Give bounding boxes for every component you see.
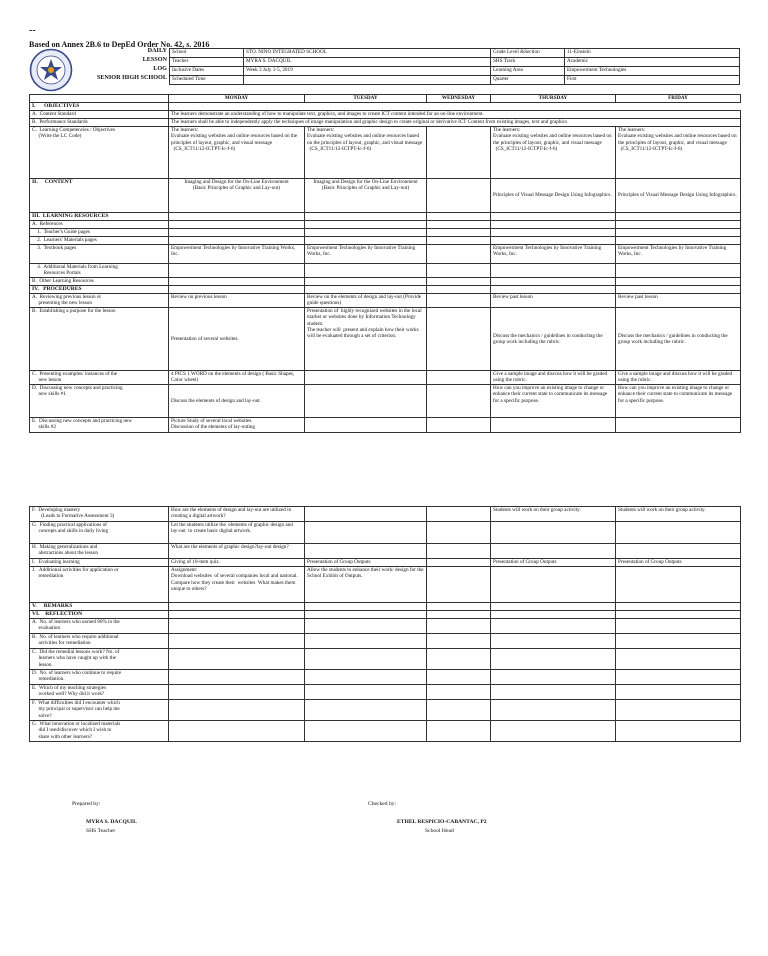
row-label: D. Discussing new concepts and practicing new skills #1 [30,385,169,418]
log-row [30,278,741,286]
cell-monday: The learners: Evaluate existing websites and online resources based on the principles of layout, graphic, and visual message (CS_ICT11/12-ICTPT-Ic-f-6) [169,127,305,179]
cell-friday [616,649,741,670]
cell-tuesday [305,371,427,385]
log-row [30,294,741,308]
cell-thursday: The learners: Evaluate existing websites and online resources based on the principles of layout, graphic, and visual message (CS_ICT11/12-ICTPT-Ic-f-6) [491,127,616,179]
row-label: I. Evaluating learning [30,559,169,567]
cell-thursday: Students will work on their group activity. [491,507,616,522]
header-label: SHS Track [491,58,565,67]
cell-tuesday [305,237,427,245]
cell-thursday: How can you improve an existing image to change or enhance their current state to communicate its message for a specific purpose. [491,385,616,418]
log-row [30,507,741,522]
row-label: B. Performance Standards [30,119,169,127]
cell-wednesday [427,611,491,619]
cell-tuesday [305,634,427,649]
cell-monday [169,649,305,670]
log-row [30,418,741,433]
cell-friday [616,237,741,245]
log-title-daily: DAILY [147,47,167,54]
cell-wednesday [427,634,491,649]
row-label: H. Making generalizations and abstractions about the lesson [30,544,169,559]
header-info-row [170,67,740,76]
cell-wednesday [427,179,491,213]
cell-friday [616,278,741,286]
log-row [30,619,741,634]
cell-monday [169,229,305,237]
cell-friday [616,544,741,559]
header-value: MYRA S. DACQUIL [244,58,491,67]
cell-tuesday [305,221,427,229]
day-header-row [30,95,741,103]
cell-monday [169,700,305,721]
cell-monday: Presentation of several websites. [169,308,305,371]
log-row [30,286,741,294]
lesson-log-table-part1 [29,94,741,433]
cell-friday: Empowerment Technologies by Innovative Training Works, Inc. [616,245,741,264]
day-header-blank [30,95,169,103]
cell-friday [616,229,741,237]
cell-monday [169,278,305,286]
header-value: Week 3 July 1-5, 2019 [244,67,491,76]
row-span-cell: The learners shall be able to independently apply the techniques of image manipulation and graphic design to create original or derivative ICT Content from existing images, text and graphics [169,119,741,127]
cell-thursday [491,611,616,619]
log-row [30,237,741,245]
row-label: E. Which of my teaching strategies worked well? Why did it work? [30,685,169,700]
cell-thursday [491,221,616,229]
cell-friday [616,221,741,229]
cell-monday [169,721,305,742]
cell-thursday [491,286,616,294]
cell-monday: Let the students utilize the elements of graphic design and lay-out to create basic digital artwork. [169,522,305,544]
cell-friday [616,522,741,544]
cell-friday: Discuss the mechanics / guidelines in conducting the group work including the rubric. [616,308,741,371]
log-row [30,649,741,670]
cell-friday [616,286,741,294]
checked-by-title: School Head [425,828,454,834]
cell-tuesday: Imaging and Design for the On-Line Environment (Basic Principles of Graphic and Lay-out) [305,179,427,213]
day-header-monday: MONDAY [169,95,305,103]
row-label: A. References [30,221,169,229]
cell-wednesday [427,418,491,433]
log-row [30,567,741,603]
log-title-lesson: LESSON [142,56,167,63]
cell-tuesday [305,278,427,286]
cell-thursday [491,229,616,237]
cell-tuesday [305,611,427,619]
cell-monday [169,264,305,278]
log-row [30,111,741,119]
row-label: 2. Learners' Materials pages [30,237,169,245]
cell-monday: How are the elements of design and lay-out are utilized in creating a digital artwork? [169,507,305,522]
cell-monday [169,634,305,649]
cell-wednesday [427,221,491,229]
cell-wednesday [427,619,491,634]
row-label: G. Finding practical applications of concepts and skills in daily living [30,522,169,544]
log-row [30,103,741,111]
cell-monday: Giving of 10-item quiz. [169,559,305,567]
log-row [30,264,741,278]
cell-thursday: Presentation of Group Outputs [491,559,616,567]
cell-friday [616,670,741,685]
header-value: STO. NINO INTEGRATED SCHOOL [244,49,491,58]
row-label: 4. Additional Materials from Learning Resources Portals [30,264,169,278]
cell-wednesday [427,264,491,278]
row-label: B. Establishing a purpose for the lesson [30,308,169,371]
cell-friday: The learners: Evaluate existing websites and online resources based on the principles of layout, graphic, and visual message (CS_ICT11/12-ICTPT-Ic-f-6) [616,127,741,179]
row-label: E. Discussing new concepts and practicing new skills #2 [30,418,169,433]
cell-friday [616,418,741,433]
school-level: SENIOR HIGH SCHOOL [96,74,167,81]
cell-friday: Review past lesson [616,294,741,308]
row-label: C. Did the remedial lessons work? No. of learners who have caught up with the lesson. [30,649,169,670]
cell-friday [616,567,741,603]
cell-monday [169,685,305,700]
row-label: F. What difficulties did I encounter which my principal or supervisor can help me solve? [30,700,169,721]
header-label: Quarter [491,76,565,85]
cell-thursday [491,213,616,221]
header-label: Teacher [170,58,244,67]
log-row [30,685,741,700]
cell-friday [616,700,741,721]
row-label: 3. Textbook pages [30,245,169,264]
header-value: Academic [565,58,740,67]
header-value: First [565,76,740,85]
cell-tuesday: The learners: Evaluate existing websites and online resources based on the principles of layout, graphic, and visual message (CS_ICT11/12-ICTPT-Ic-f-6) [305,127,427,179]
cell-thursday [491,700,616,721]
row-label: III. LEARNING RESOURCES [30,213,169,221]
cell-thursday: Discuss the mechanics / guidelines in conducting the group work including the rubric. [491,308,616,371]
log-row [30,245,741,264]
prepared-by-name: MYRA S. DACQUIL [86,819,137,825]
cell-thursday [491,670,616,685]
header-value: Empowerment Technologies [565,67,740,76]
cell-monday [169,286,305,294]
cell-tuesday [305,700,427,721]
cell-wednesday [427,603,491,611]
cell-tuesday: Empowerment Technologies by Innovative Training Works, Inc. [305,245,427,264]
cell-monday: Assignment: Download websites of several companies local and national. Compare how they create their websites What makes them unique to others? [169,567,305,603]
log-row [30,721,741,742]
cell-thursday [491,544,616,559]
cell-wednesday [427,522,491,544]
cell-tuesday [305,385,427,418]
cell-thursday [491,237,616,245]
row-label: A. Content Standard [30,111,169,119]
cell-tuesday [305,229,427,237]
cell-thursday: Give a sample image and discuss how it will be graded using the rubric. [491,371,616,385]
log-row [30,179,741,213]
log-row [30,611,741,619]
log-row [30,603,741,611]
log-row [30,221,741,229]
cell-monday: Discuss the elements of design and lay-out. [169,385,305,418]
cell-friday [616,685,741,700]
cell-thursday: Review past lesson [491,294,616,308]
cell-tuesday [305,721,427,742]
header-value [244,76,491,85]
cell-monday: What are the elements of graphic design?lay-out design? [169,544,305,559]
header-info-row [170,58,740,67]
log-row [30,522,741,544]
log-title-block [75,47,167,82]
cell-tuesday [305,649,427,670]
cell-wednesday [427,721,491,742]
prepared-by-label: Prepared by: [72,801,101,807]
cell-tuesday [305,418,427,433]
row-span-cell: The learners demonstrate an understanding of how to manipulate text, graphics, and images to create ICT content intended for an on-line environment. [169,111,741,119]
row-label: IV. PROCEDURES [30,286,169,294]
header-label: Scheduled Time [170,76,244,85]
cell-thursday [491,603,616,611]
row-label: D. No. of learners who continue to require remediation. [30,670,169,685]
cell-monday [169,619,305,634]
cell-monday [169,221,305,229]
deped-seal-logo [29,48,73,92]
row-label: J. Additional activities for application or remediation [30,567,169,603]
log-row [30,634,741,649]
row-label: 1. Teacher's Guide pages [30,229,169,237]
row-label: G. What innovation or localized materials did I used/discover which I wish to share with other learners? [30,721,169,742]
cell-friday [616,603,741,611]
cell-friday [616,619,741,634]
header-label: Inclusive Dates [170,67,244,76]
cell-tuesday [305,507,427,522]
cell-wednesday [427,308,491,371]
cell-wednesday [427,649,491,670]
day-header-wednesday: WEDNESDAY [427,95,491,103]
log-row [30,213,741,221]
log-row [30,371,741,385]
cell-wednesday [427,685,491,700]
cell-thursday [491,619,616,634]
cell-monday: Empowerment Technologies by Innovative Training Works, Inc. [169,245,305,264]
cell-friday [616,213,741,221]
corner-mark: -- [29,25,36,36]
cell-monday [169,213,305,221]
row-label: C. Presenting examples/ instances of the new lesson [30,371,169,385]
cell-friday: Give a sample image and discuss how it will be graded using the rubric. [616,371,741,385]
log-row [30,229,741,237]
cell-thursday [491,685,616,700]
cell-wednesday [427,371,491,385]
cell-wednesday [427,507,491,522]
prepared-by-title: SHS Teacher [86,828,116,834]
cell-wednesday [427,559,491,567]
cell-tuesday [305,685,427,700]
cell-tuesday [305,603,427,611]
row-label: II. CONTENT [30,179,169,213]
cell-monday: Picture Study of several local websites. Discussion of the elements of lay-outing [169,418,305,433]
cell-tuesday: Review on the elements of design and lay-out (Provide guide questions) [305,294,427,308]
cell-friday: How can you improve an existing image to change or enhance their current state to communicate its message for a specific purpose. [616,385,741,418]
cell-wednesday [427,286,491,294]
row-empty [169,103,741,111]
cell-monday [169,237,305,245]
header-label: Learning Area [491,67,565,76]
cell-wednesday [427,385,491,418]
cell-wednesday [427,670,491,685]
log-row [30,559,741,567]
header-info-table [169,48,740,85]
log-row [30,544,741,559]
cell-tuesday [305,670,427,685]
log-row [30,127,741,179]
cell-wednesday [427,127,491,179]
cell-tuesday [305,213,427,221]
checked-by-name: ETHEL RESPICIO-CABANTAC, P2 [397,819,487,825]
cell-wednesday [427,245,491,264]
cell-friday [616,721,741,742]
row-label: F. Developing mastery (Leads to Formative Assessment 3) [30,507,169,522]
row-label: C. Learning Competencies / Objectives (Write the LC Code) [30,127,169,179]
header-label: Grade Level &Section [491,49,565,58]
row-label: VI. REFLECTION [30,611,169,619]
cell-wednesday [427,229,491,237]
cell-monday [169,611,305,619]
log-row [30,700,741,721]
header-info-row [170,76,740,85]
cell-thursday [491,522,616,544]
cell-thursday: Empowerment Technologies by Innovative Training Works, Inc. [491,245,616,264]
cell-monday [169,603,305,611]
cell-thursday [491,721,616,742]
cell-friday [616,634,741,649]
cell-wednesday [427,567,491,603]
cell-thursday [491,278,616,286]
cell-monday: Review on previous lesson [169,294,305,308]
cell-tuesday: Presentation of Group Outputs [305,559,427,567]
log-row [30,385,741,418]
cell-monday: 4 PICS 1 WORD on the elements of design ( Basic Shapes, Color wheel) [169,371,305,385]
checked-by-label: Checked by: [368,801,397,807]
cell-monday: Imaging and Design for the On-Line Environment (Basic Principles of Graphic and Lay-out) [169,179,305,213]
row-label: V. REMARKS [30,603,169,611]
cell-tuesday: Presentation of highly recognized websites in the local market or websites done by Information Technology student. The teacher will present and explain how their works will be evaluated through a set of criterion. [305,308,427,371]
cell-wednesday [427,544,491,559]
row-label: I. OBJECTIVES [30,103,169,111]
annex-reference: Based on Annex 2B.6 to DepEd Order No. 42, s. 2016 [29,40,210,49]
cell-thursday: Principles of Visual Message Design Using Infographics. [491,179,616,213]
cell-friday: Students will work on their group activity. [616,507,741,522]
cell-tuesday [305,544,427,559]
cell-tuesday [305,619,427,634]
cell-thursday [491,649,616,670]
log-row [30,670,741,685]
row-label: B. Other Learning Resources [30,278,169,286]
cell-tuesday: Allow the students to enhance their work/ design for the School Exhibit of Outputs. [305,567,427,603]
log-row [30,308,741,371]
cell-friday [616,264,741,278]
cell-friday [616,611,741,619]
cell-wednesday [427,700,491,721]
lesson-log-table-part2 [29,506,741,742]
log-title-log: LOG [153,65,167,72]
cell-thursday [491,264,616,278]
cell-wednesday [427,213,491,221]
header-value: 11-Einstein [565,49,740,58]
header-label: School [170,49,244,58]
day-header-thursday: THURSDAY [491,95,616,103]
cell-friday: Principles of Visual Message Design Using Infographics. [616,179,741,213]
cell-thursday [491,634,616,649]
log-row [30,119,741,127]
cell-tuesday [305,264,427,278]
cell-friday: Presentation of Group Outputs [616,559,741,567]
cell-tuesday [305,522,427,544]
cell-monday [169,670,305,685]
cell-wednesday [427,237,491,245]
cell-tuesday [305,286,427,294]
row-label: B. No. of learners who require additional activities for remediation [30,634,169,649]
day-header-friday: FRIDAY [616,95,741,103]
row-label: A. No. of learners who earned 80% in the evaluation [30,619,169,634]
cell-wednesday [427,278,491,286]
day-header-tuesday: TUESDAY [305,95,427,103]
row-label: A. Reviewing previous lesson or presenting the new lesson [30,294,169,308]
header-info-row [170,49,740,58]
cell-thursday [491,418,616,433]
cell-thursday [491,567,616,603]
cell-wednesday [427,294,491,308]
